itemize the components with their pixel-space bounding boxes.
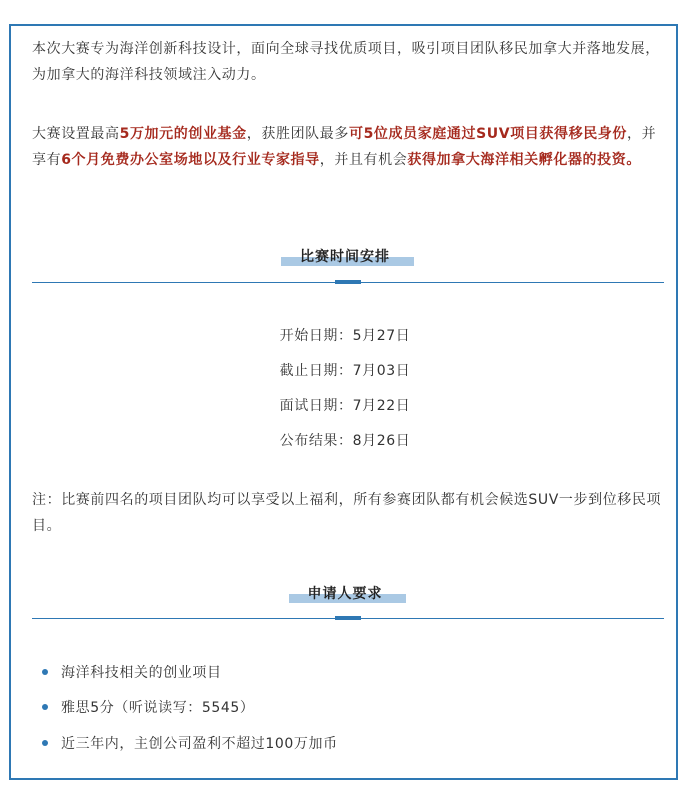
schedule-row-start bbox=[0, 325, 690, 345]
list-item-text: 雅思5分（听说读写：5545） bbox=[61, 700, 255, 716]
benefits-highlight-fund: 5万加元的创业基金 bbox=[119, 126, 247, 142]
schedule-row-value: 5月27日 bbox=[352, 328, 411, 344]
list-item-text: 海洋科技相关的创业项目 bbox=[61, 665, 222, 681]
benefits-text-2: ，获胜团队最多 bbox=[246, 126, 349, 142]
benefits-paragraph bbox=[32, 121, 664, 173]
requirements-heading-text: 申请人要求 bbox=[307, 586, 383, 602]
schedule-row-value: 7月22日 bbox=[352, 398, 411, 414]
benefits-text-1: 大赛设置最高 bbox=[32, 126, 120, 142]
requirements-heading bbox=[0, 583, 690, 603]
requirements-divider bbox=[32, 618, 664, 619]
schedule-row-deadline bbox=[0, 360, 690, 380]
schedule-divider-mark bbox=[335, 280, 361, 284]
schedule-heading-text: 比赛时间安排 bbox=[300, 249, 390, 265]
schedule-heading bbox=[0, 246, 690, 266]
list-item bbox=[44, 697, 255, 717]
bullet-dot-icon bbox=[42, 704, 48, 710]
schedule-note: 注：比赛前四名的项目团队均可以享受以上福利，所有参赛团队都有机会候选SUV一步到位移民项目。 bbox=[32, 492, 662, 534]
schedule-row-value: 7月03日 bbox=[352, 363, 411, 379]
schedule-row-interview bbox=[0, 395, 690, 415]
schedule-divider bbox=[32, 282, 664, 283]
list-item bbox=[44, 733, 338, 753]
list-item-text: 近三年内，主创公司盈利不超过100万加币 bbox=[61, 736, 338, 752]
bullet-dot-icon bbox=[42, 740, 48, 746]
requirements-divider-mark bbox=[335, 616, 361, 620]
benefits-highlight-office: 6个月免费办公室场地以及行业专家指导 bbox=[61, 152, 320, 168]
benefits-highlight-investment: 获得加拿大海洋相关孵化器的投资。 bbox=[407, 152, 641, 168]
schedule-row-label: 开始日期： bbox=[279, 328, 353, 344]
benefits-highlight-suv: 可5位成员家庭通过SUV项目获得移民身份 bbox=[348, 126, 627, 142]
schedule-row-label: 公布结果： bbox=[279, 433, 353, 449]
benefits-text-3: ，并享有 bbox=[32, 126, 657, 168]
benefits-text-4: ，并且有机会 bbox=[319, 152, 408, 168]
bullet-dot-icon bbox=[42, 669, 48, 675]
schedule-row-results bbox=[0, 430, 690, 450]
list-item bbox=[44, 662, 222, 682]
intro-paragraph: 本次大赛专为海洋创新科技设计，面向全球寻找优质项目，吸引项目团队移民加拿大并落地发展，为加拿大的海洋科技领域注入动力。 bbox=[32, 41, 660, 83]
schedule-row-label: 截止日期： bbox=[279, 363, 353, 379]
schedule-row-label: 面试日期： bbox=[279, 398, 353, 414]
schedule-row-value: 8月26日 bbox=[352, 433, 411, 449]
